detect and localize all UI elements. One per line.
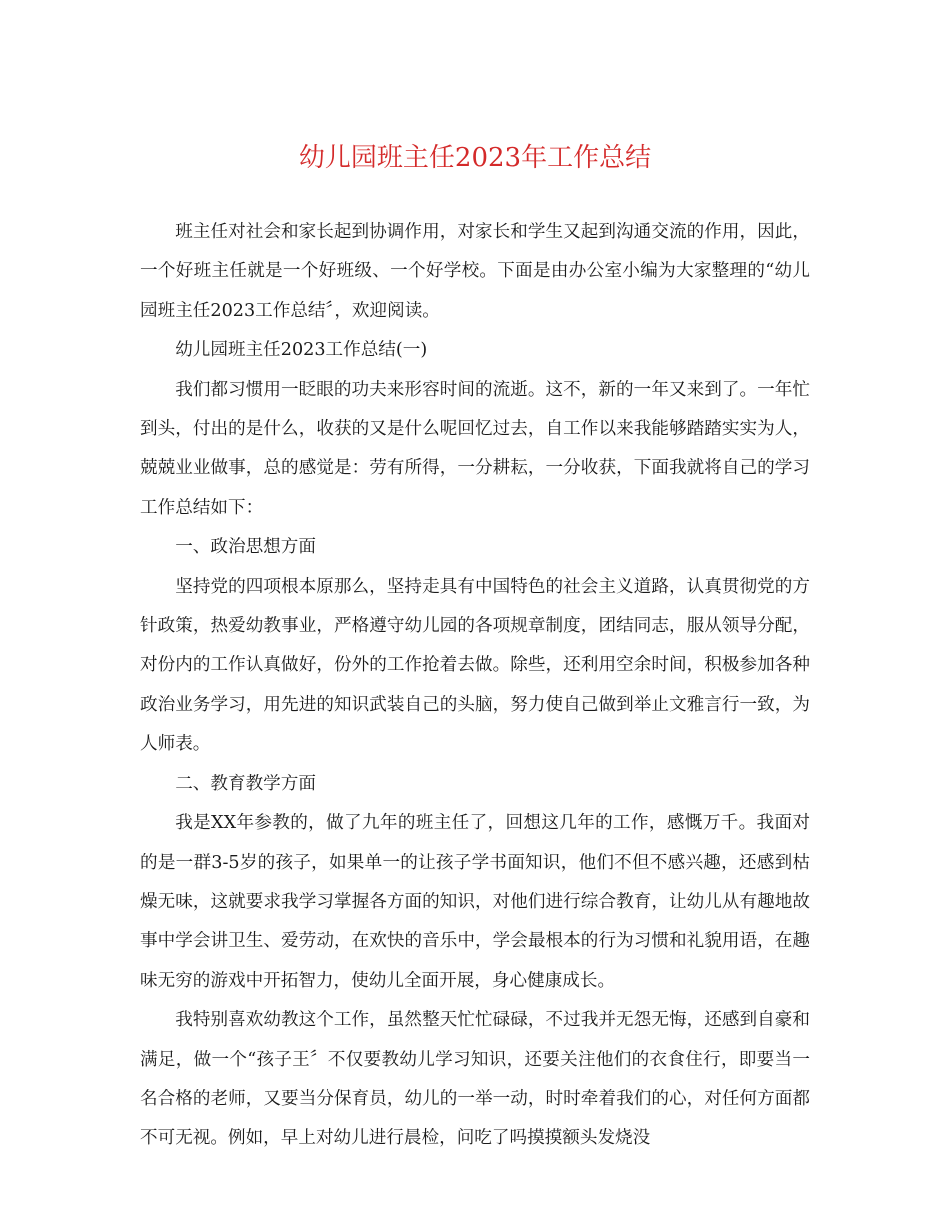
- document-title: 幼儿园班主任2023年工作总结: [298, 143, 652, 173]
- paragraph-teaching: 我是XX年参教的，做了九年的班主任了，回想这几年的工作，感慨万千。我面对的是一群3-5岁的孩子，如果单一的让孩子学书面知识，他们不但不感兴趣，还感到枯燥无味，这就要求我学习掌握各方面的知识，对他们进行综合教育，让幼儿从有趣地故事中学会讲卫生、爱劳动，在欢快的音乐中，学会最根本的行为习惯和礼貌用语，在趣味无穷的游戏中开拓智力，使幼儿全面开展，身心健康成长。: [140, 813, 810, 991]
- paragraph-dedication: 我特别喜欢幼教这个工作，虽然整天忙忙碌碌，不过我并无怨无悔，还感到自豪和满足，做一个“孩子王〞不仅要教幼儿学习知识，还要关注他们的衣食住行，即要当一名合格的老师，又要当分保育员，幼儿的一举一动，时时牵着我们的心，对任何方面都不可无视。例如，早上对幼儿进行晨检，问吃了吗摸摸额头发烧没: [140, 1010, 810, 1149]
- section-heading-part-one: 幼儿园班主任2023工作总结(一): [175, 340, 428, 361]
- section-heading-politics: 一、政治思想方面: [175, 537, 316, 558]
- paragraph-opening: 我们都习惯用一眨眼的功夫来形容时间的流逝。这不，新的一年又来到了。一年忙到头，付出的是什么，收获的又是什么呢回忆过去，自工作以来我能够踏踏实实为人，兢兢业业做事，总的感觉是：劳有所得，一分耕耘，一分收获，下面我就将自己的学习工作总结如下：: [140, 379, 810, 518]
- section-heading-teaching: 二、教育教学方面: [175, 773, 316, 794]
- document-body: [140, 213, 810, 1159]
- paragraph-politics: 坚持党的四项根本原那么，坚持走具有中国特色的社会主义道路，认真贯彻党的方针政策，热爱幼教事业，严格遵守幼儿园的各项规章制度，团结同志，服从领导分配，对份内的工作认真做好，份外的工作抢着去做。除些，还利用空余时间，积极参加各种政治业务学习，用先进的知识武装自己的头脑，努力使自己做到举止文雅言行一致，为人师表。: [140, 576, 810, 755]
- paragraph-intro: 班主任对社会和家长起到协调作用，对家长和学生又起到沟通交流的作用，因此，一个好班主任就是一个好班级、一个好学校。下面是由办公室小编为大家整理的“幼儿园班主任2023工作总结〞，欢迎阅读。: [140, 222, 810, 321]
